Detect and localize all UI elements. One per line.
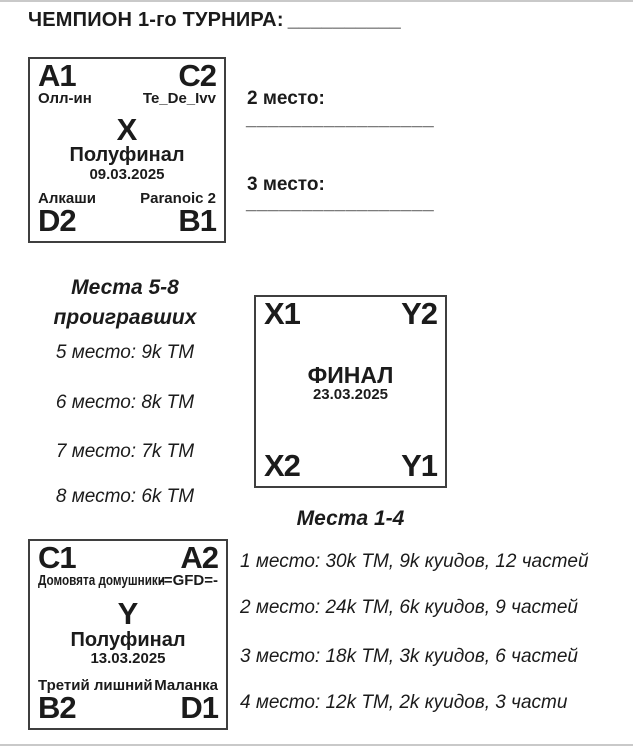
team-domovyata: Домовята домушники — [38, 571, 165, 589]
seed-x1: X1 — [264, 296, 300, 331]
semifinal-y-bottom-row — [38, 676, 218, 726]
semifinal-x-date: 09.03.2025 — [89, 165, 165, 183]
seed-d2: D2 — [38, 203, 76, 239]
team-tretiy-lishniy: Третий лишний — [38, 676, 153, 694]
seed-x2: X2 — [264, 448, 300, 484]
second-place-label: 2 место: — [247, 88, 325, 109]
final-box — [254, 295, 447, 488]
losers-heading-line2: проигравших — [53, 306, 197, 330]
champion-label: ЧЕМПИОН 1-го ТУРНИРА: — [28, 9, 284, 31]
losers-heading — [20, 273, 230, 333]
final-center — [264, 363, 437, 404]
seed-b2: B2 — [38, 690, 76, 726]
loser-place-item-7: 7 место: 7k TM — [55, 441, 195, 462]
semifinal-y-stage: Полуфинал — [70, 628, 186, 651]
winners-heading: Места 1-4 — [296, 507, 405, 530]
team-alkashi: Алкаши — [38, 189, 96, 207]
seed-d1: D1 — [180, 690, 218, 726]
semifinal-x-bottom-row — [38, 189, 216, 239]
final-bottom-row — [264, 448, 437, 484]
semifinal-x-top-row — [38, 58, 216, 107]
page-top-divider — [0, 0, 633, 2]
semifinal-y-center — [38, 596, 218, 668]
team-te-de-ivv: Te_De_Ivv — [142, 89, 216, 107]
final-top-row — [264, 296, 437, 331]
match-code-y: Y — [117, 596, 139, 632]
final-stage: ФИНАЛ — [307, 362, 394, 389]
winner-place-item-1: 1 место: 30k TM, 9k куидов, 12 частей — [240, 551, 589, 572]
winner-place-item-4: 4 место: 12k TM, 2k куидов, 3 части — [240, 692, 568, 713]
team-oll-in: Олл-ин — [38, 89, 92, 107]
page-title — [28, 9, 401, 32]
second-place-blank: _________________ — [246, 109, 435, 130]
semifinal-x-stage: Полуфинал — [69, 144, 185, 167]
seed-c2: C2 — [178, 58, 216, 93]
winner-place-item-2: 2 место: 24k TM, 6k куидов, 9 частей — [240, 597, 579, 618]
team-gfd: -=GFD=- — [158, 571, 218, 589]
semifinal-y-date: 13.03.2025 — [90, 650, 166, 668]
seed-y1: Y1 — [401, 448, 437, 484]
seed-b1: B1 — [178, 203, 216, 239]
loser-place-item-5: 5 место: 9k TM — [55, 342, 195, 363]
seed-c1: C1 — [38, 540, 76, 575]
seed-a1: A1 — [38, 58, 76, 93]
semifinal-x-center — [38, 111, 216, 183]
seed-y2: Y2 — [401, 296, 437, 331]
final-date: 23.03.2025 — [312, 386, 389, 404]
champion-blank: __________ — [287, 9, 401, 31]
match-code-x: X — [116, 111, 138, 147]
seed-a2: A2 — [180, 540, 218, 575]
losers-heading-line1: Места 5-8 — [71, 276, 179, 299]
third-place-label: 3 место: — [247, 174, 325, 195]
team-malanka: Маланка — [154, 676, 218, 694]
loser-place-item-8: 8 место: 6k TM — [55, 486, 195, 507]
semifinal-x-box — [28, 57, 226, 243]
semifinal-y-top-row — [38, 540, 218, 589]
third-place-blank: _________________ — [246, 193, 435, 214]
semifinal-y-box — [28, 539, 228, 730]
winner-place-item-3: 3 место: 18k TM, 3k куидов, 6 частей — [240, 646, 579, 667]
page-bottom-divider — [0, 744, 633, 746]
loser-place-item-6: 6 место: 8k TM — [55, 392, 195, 413]
team-paranoic-2: Paranoic 2 — [140, 189, 216, 207]
